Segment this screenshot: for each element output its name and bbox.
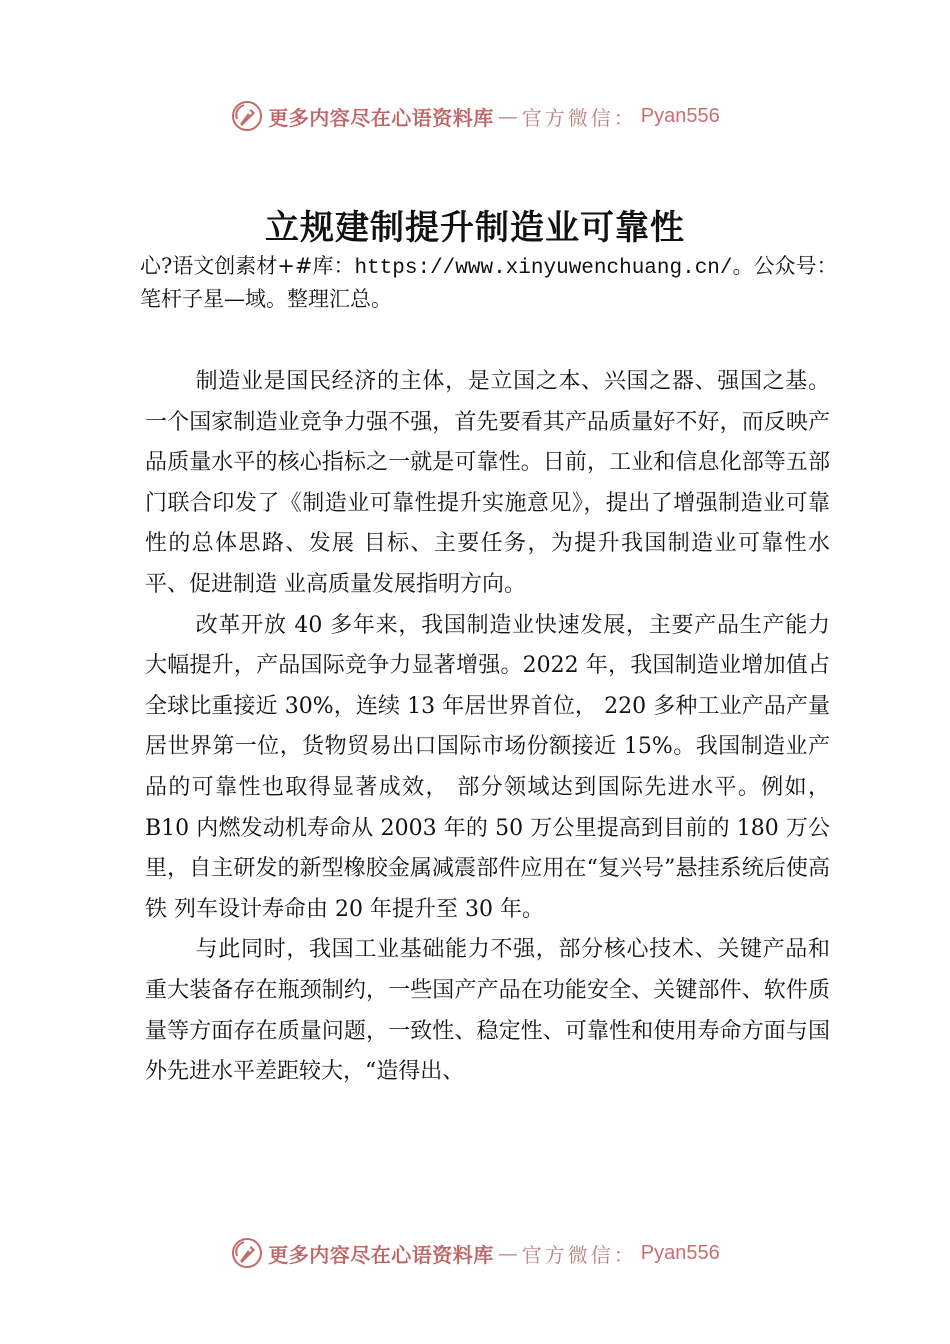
footer-watermark bbox=[0, 1233, 950, 1273]
watermark-label: 官方微信： bbox=[521, 105, 637, 130]
watermark-wechat-id: Pyan556 bbox=[640, 104, 720, 127]
document-title: 立规建制提升制造业可靠性 bbox=[265, 208, 685, 248]
watermark-label: 官方微信： bbox=[521, 1242, 637, 1267]
pen-nib-circle-icon bbox=[230, 1236, 264, 1270]
watermark-brand: 更多内容尽在心语资料库 bbox=[268, 1242, 494, 1267]
watermark-brand: 更多内容尽在心语资料库 bbox=[268, 105, 494, 130]
watermark-separator: — bbox=[497, 104, 518, 128]
document-body bbox=[145, 362, 830, 1093]
source-line bbox=[140, 251, 840, 315]
paragraph: 制造业是国民经济的主体，是立国之本、兴国之器、强国之基。一个国家制造业竞争力强不强，首先要看其产品质量好不好，而反映产品质量水平的核心指标之一就是可靠性。日前，工业和信息化部等五部门联合印发了《制造业可靠性提升实施意见》，提出了增强制造业可靠性的总体思路、发展 目标、主要任务，为提升我国制造业可靠性水平、促进制造 业高质量发展指明方向。 bbox=[145, 369, 830, 597]
source-prefix: 心?语文创素材+#库： bbox=[140, 254, 355, 278]
watermark-wechat-id: Pyan556 bbox=[640, 1241, 720, 1264]
header-watermark bbox=[0, 96, 950, 136]
paragraph: 改革开放 40 多年来，我国制造业快速发展，主要产品生产能力大幅提升，产品国际竞争力显著增强。2022 年，我国制造业增加值占全球比重接近 30%，连续 13 年居世界首位， 220 多种工业产品产量居世界第一位，货物贸易出口国际市场份额接近 15%。我国制造业产品的可靠性也取得显著成效， 部分领域达到国际先进水平。例如，B10 内燃发动机寿命从 2003 年的 50 万公里提高到目前的 180 万公里，自主研发的新型橡胶金属减震部件应用在“复兴号”悬挂系统后使高铁 列车设计寿命由 20 年提升至 30 年。 bbox=[145, 612, 830, 922]
source-suffix: 。公众号：笔杆子星—域。整理汇总。 bbox=[140, 254, 838, 311]
watermark-separator: — bbox=[497, 1241, 518, 1265]
paragraph: 与此同时，我国工业基础能力不强，部分核心技术、关键产品和重大装备存在瓶颈制约，一些国产产品在功能安全、关键部件、软件质量等方面存在质量问题，一致性、稳定性、可靠性和使用寿命方面与国外先进水平差距较大，“造得出、 bbox=[145, 937, 830, 1085]
source-url: https://www.xinyuwenchuang.cn/ bbox=[354, 257, 733, 280]
pen-nib-circle-icon bbox=[230, 99, 264, 133]
